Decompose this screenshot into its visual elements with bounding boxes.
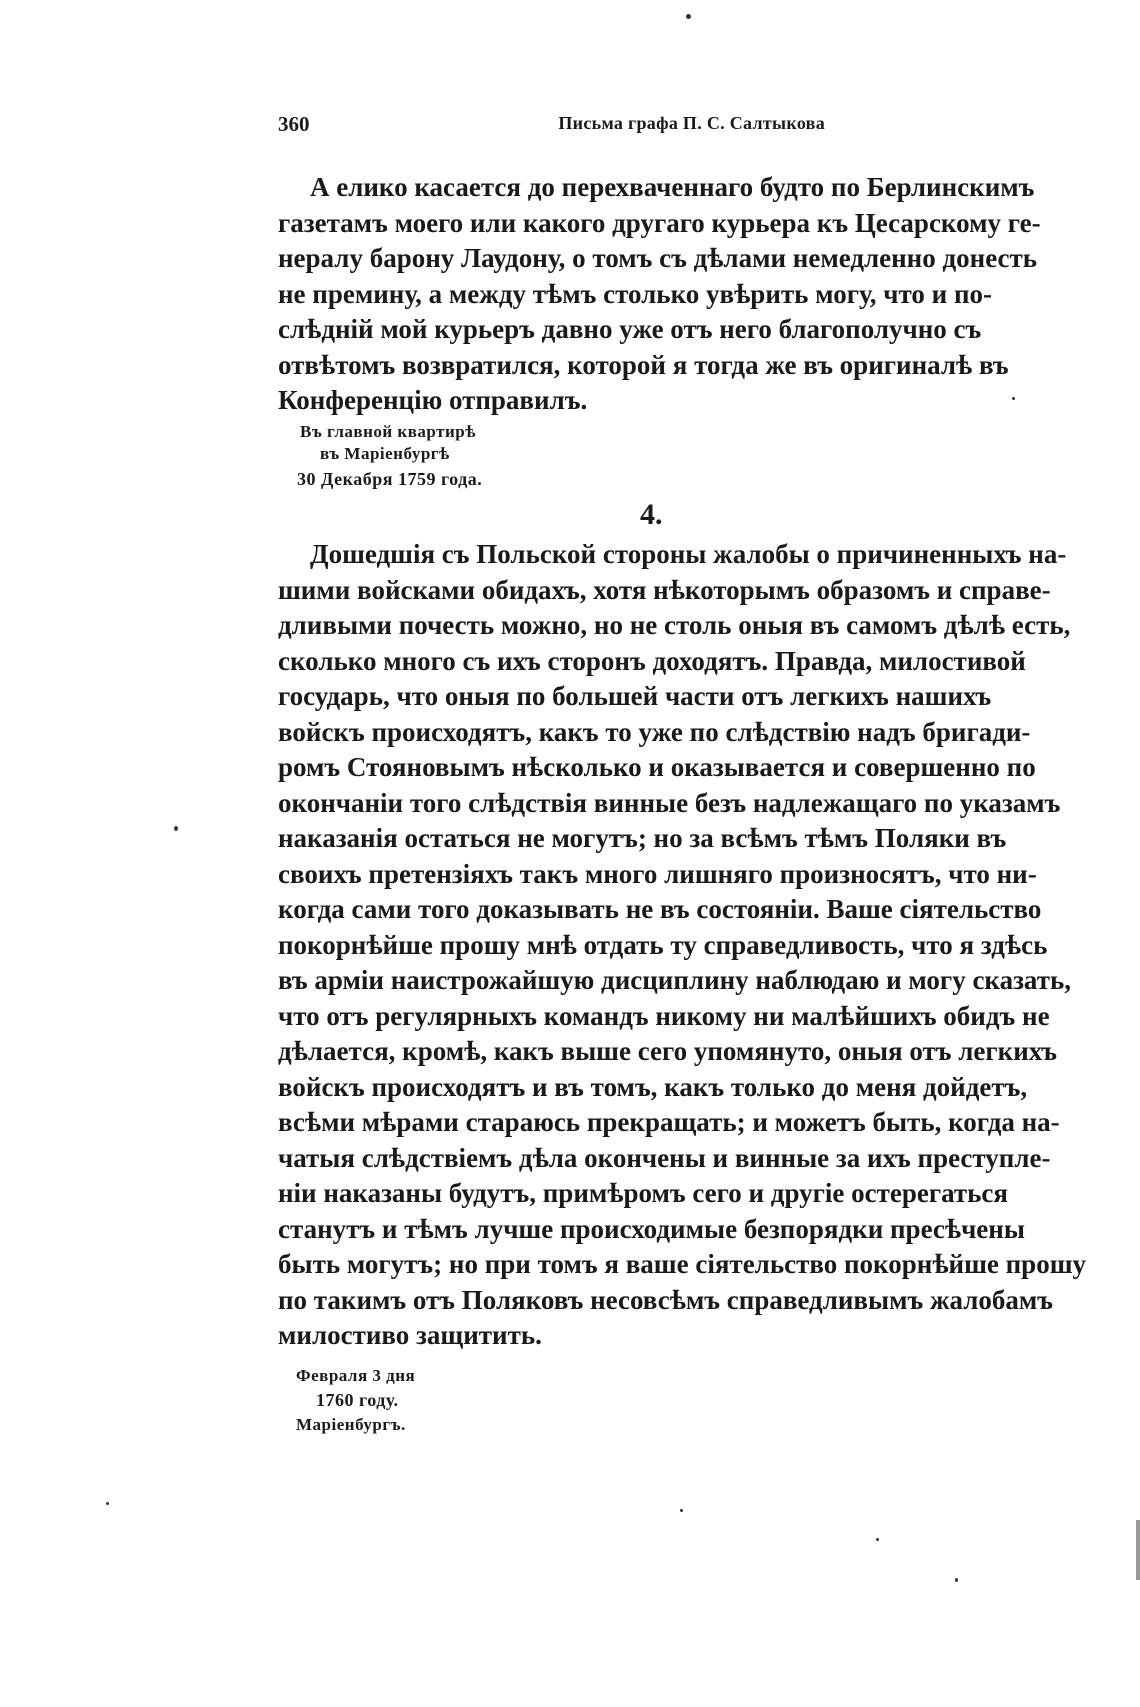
text-line: войскъ происходятъ, какъ то уже по слѣдствію надъ бригади- (278, 716, 1031, 747)
text-line: нералу барону Лаудону, о томъ съ дѣлами немедленно донесть (278, 243, 1038, 273)
text-line: въ арміи наистрожайшую дисциплину наблюдаю и могу сказать, (278, 965, 1072, 995)
letter-1-paragraph (278, 170, 1041, 419)
letter-1-date-line: 30 Декабря 1759 года. (297, 469, 483, 489)
text-line: слѣдній мой курьеръ давно уже отъ него благополучно съ (278, 314, 982, 344)
text-line: всѣми мѣрами стараюсь прекращать; и можетъ быть, когда на- (278, 1107, 1060, 1137)
text-line: государь, что оныя по большей части отъ легкихъ нашихъ (278, 681, 992, 711)
text-line: когда сами того доказывать не въ состояніи. Ваше сіятельство (278, 894, 1042, 924)
text-line: покорнѣйше прошу мнѣ отдать ту справедливость, что я здѣсь (278, 929, 1048, 960)
text-line: Дошедшія съ Польской стороны жалобы о причиненныхъ на- (310, 539, 1067, 569)
text-line: станутъ и тѣмъ лучше происходимые безпорядки пресѣчены (278, 1213, 1025, 1244)
letter-2-year-line: 1760 году. (316, 1390, 399, 1410)
letter-2-place-line: Маріенбургъ. (296, 1415, 406, 1434)
scan-speck (174, 826, 178, 831)
text-line: что отъ регулярныхъ командъ никому ни малѣйшихъ обидъ не (278, 1000, 1050, 1031)
running-title: Письма графа П. С. Салтыкова (558, 113, 825, 133)
text-line: А елико касается до перехваченнаго будто по Берлинскимъ (310, 172, 1035, 202)
text-line: газетамъ моего или какого другаго курьера къ Цесарскому ге- (278, 207, 1041, 238)
text-line: дѣлается, кромѣ, какъ выше сего упомянуто, оныя отъ легкихъ (278, 1036, 1057, 1066)
letter-number: 4. (640, 498, 663, 531)
scan-speck (876, 1538, 879, 1541)
scan-speck (680, 1509, 683, 1512)
text-line: не премину, а между тѣмъ столько увѣрить могу, что и по- (278, 278, 992, 309)
letter-2-date-line: Февраля 3 дня (296, 1366, 416, 1385)
text-line: шими войсками обидахъ, хотя нѣкоторымъ образомъ и справе- (278, 574, 1051, 605)
text-line: милостиво защитить. (278, 1320, 542, 1350)
scan-speck (1012, 397, 1015, 400)
scan-speck (106, 1502, 109, 1505)
page-header (278, 112, 825, 142)
scan-speck (686, 14, 691, 19)
letter-1-place-line: въ Маріенбургѣ (320, 444, 450, 463)
text-line: по такимъ отъ Поляковъ несовсѣмъ справедливымъ жалобамъ (278, 1284, 1054, 1315)
text-line: своихъ претензіяхъ такъ много лишняго произносятъ, что ни- (278, 858, 1037, 889)
text-line: ніи наказаны будутъ, примѣромъ сего и другіе остерегаться (278, 1178, 1009, 1208)
page-number: 360 (278, 112, 310, 136)
text-line: дливыми почесть можно, но не столь оныя въ самомъ дѣлѣ есть, (278, 610, 1071, 640)
text-line: Конференцію отправилъ. (278, 385, 588, 415)
text-line: ромъ Стояновымъ нѣсколько и оказывается и совершенно по (278, 752, 1036, 782)
text-line: сколько много съ ихъ сторонъ доходятъ. Правда, милостивой (278, 645, 1026, 676)
letter-2-paragraph (278, 537, 1086, 1354)
text-line: быть могутъ; но при томъ я ваше сіятельство покорнѣйше прошу (278, 1249, 1086, 1279)
text-line: окончаніи того слѣдствія винные безъ надлежащаго по указамъ (278, 787, 1061, 818)
text-line: наказанія остаться не могутъ; но за всѣмъ тѣмъ Поляки въ (278, 823, 1007, 853)
scan-speck (955, 1578, 958, 1582)
scan-edge-shadow (1136, 1520, 1140, 1580)
text-line: отвѣтомъ возвратился, которой я тогда же въ оригиналѣ въ (278, 349, 1009, 380)
text-line: войскъ происходятъ и въ томъ, какъ только до меня дойдетъ, (278, 1071, 1028, 1102)
letter-1-place-line: Въ главной квартирѣ (300, 422, 476, 441)
text-line: чатыя слѣдствіемъ дѣла окончены и винные за ихъ преступле- (278, 1142, 1051, 1173)
